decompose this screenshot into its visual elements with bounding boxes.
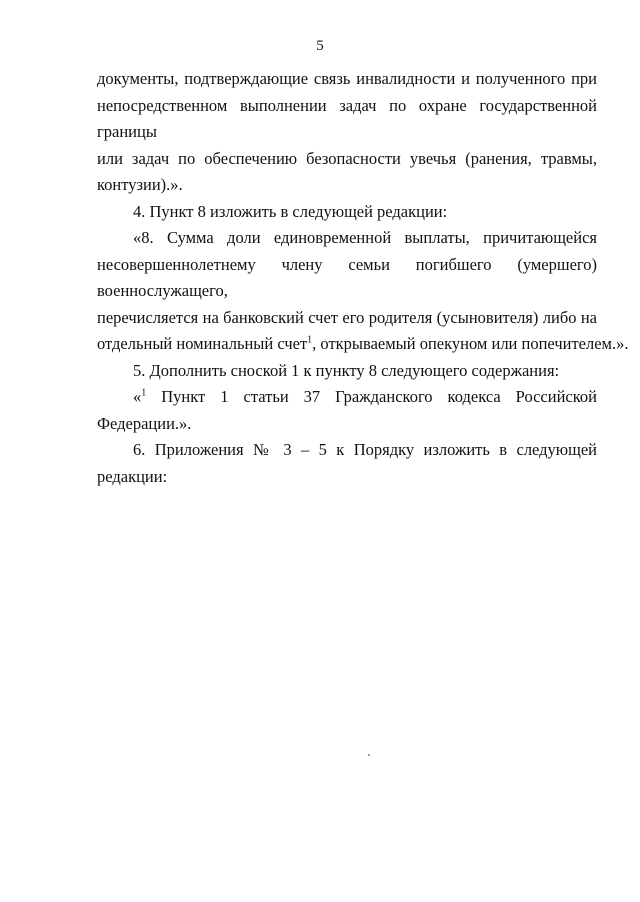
paragraph-footnote-text xyxy=(97,384,597,437)
footnote-marker: 1 xyxy=(141,387,147,399)
text-fragment: отдельный номинальный счет xyxy=(97,334,308,353)
paragraph-item-8-text xyxy=(97,225,629,358)
text-fragment: , открываемый опекуном или попечителем.». xyxy=(312,334,629,353)
text-line: контузии).». xyxy=(97,175,183,194)
text-line: 5. Дополнить сноской 1 к пункту 8 следующего содержания: xyxy=(133,360,560,380)
text-line: 4. Пункт 8 изложить в следующей редакции: xyxy=(133,201,448,221)
text-line: несовершеннолетнему члену семьи погибшего (умершего) военнослужащего, xyxy=(97,254,597,300)
text-fragment: « xyxy=(133,387,142,406)
text-line: «8. Сумма доли единовременной выплаты, причитающейся xyxy=(133,228,597,247)
text-fragment: Пункт 1 статьи 37 Гражданского кодекса Российской Федерации.». xyxy=(97,387,597,433)
text-line: документы, подтверждающие связь инвалидности и полученного при xyxy=(97,69,597,88)
paragraph-item-4 xyxy=(97,199,597,226)
document-body xyxy=(97,66,629,490)
text-line: или задач по обеспечению безопасности увечья (ранения, травмы, xyxy=(97,148,597,168)
paragraph-item-6 xyxy=(97,437,597,490)
footnote-marker: 1 xyxy=(307,334,313,346)
page-number: 5 xyxy=(316,38,324,54)
text-line xyxy=(97,331,629,358)
text-line: 6. Приложения № 3 – 5 к Порядку изложить в следующей редакции: xyxy=(97,440,597,486)
text-line: перечисляется на банковский счет его родителя (усыновителя) либо на xyxy=(97,307,597,327)
paragraph-disability-documents xyxy=(97,66,597,199)
paragraph-item-5 xyxy=(97,358,597,385)
text-line: непосредственном выполнении задач по охране государственной границы xyxy=(97,95,597,141)
scan-speck xyxy=(368,754,370,756)
